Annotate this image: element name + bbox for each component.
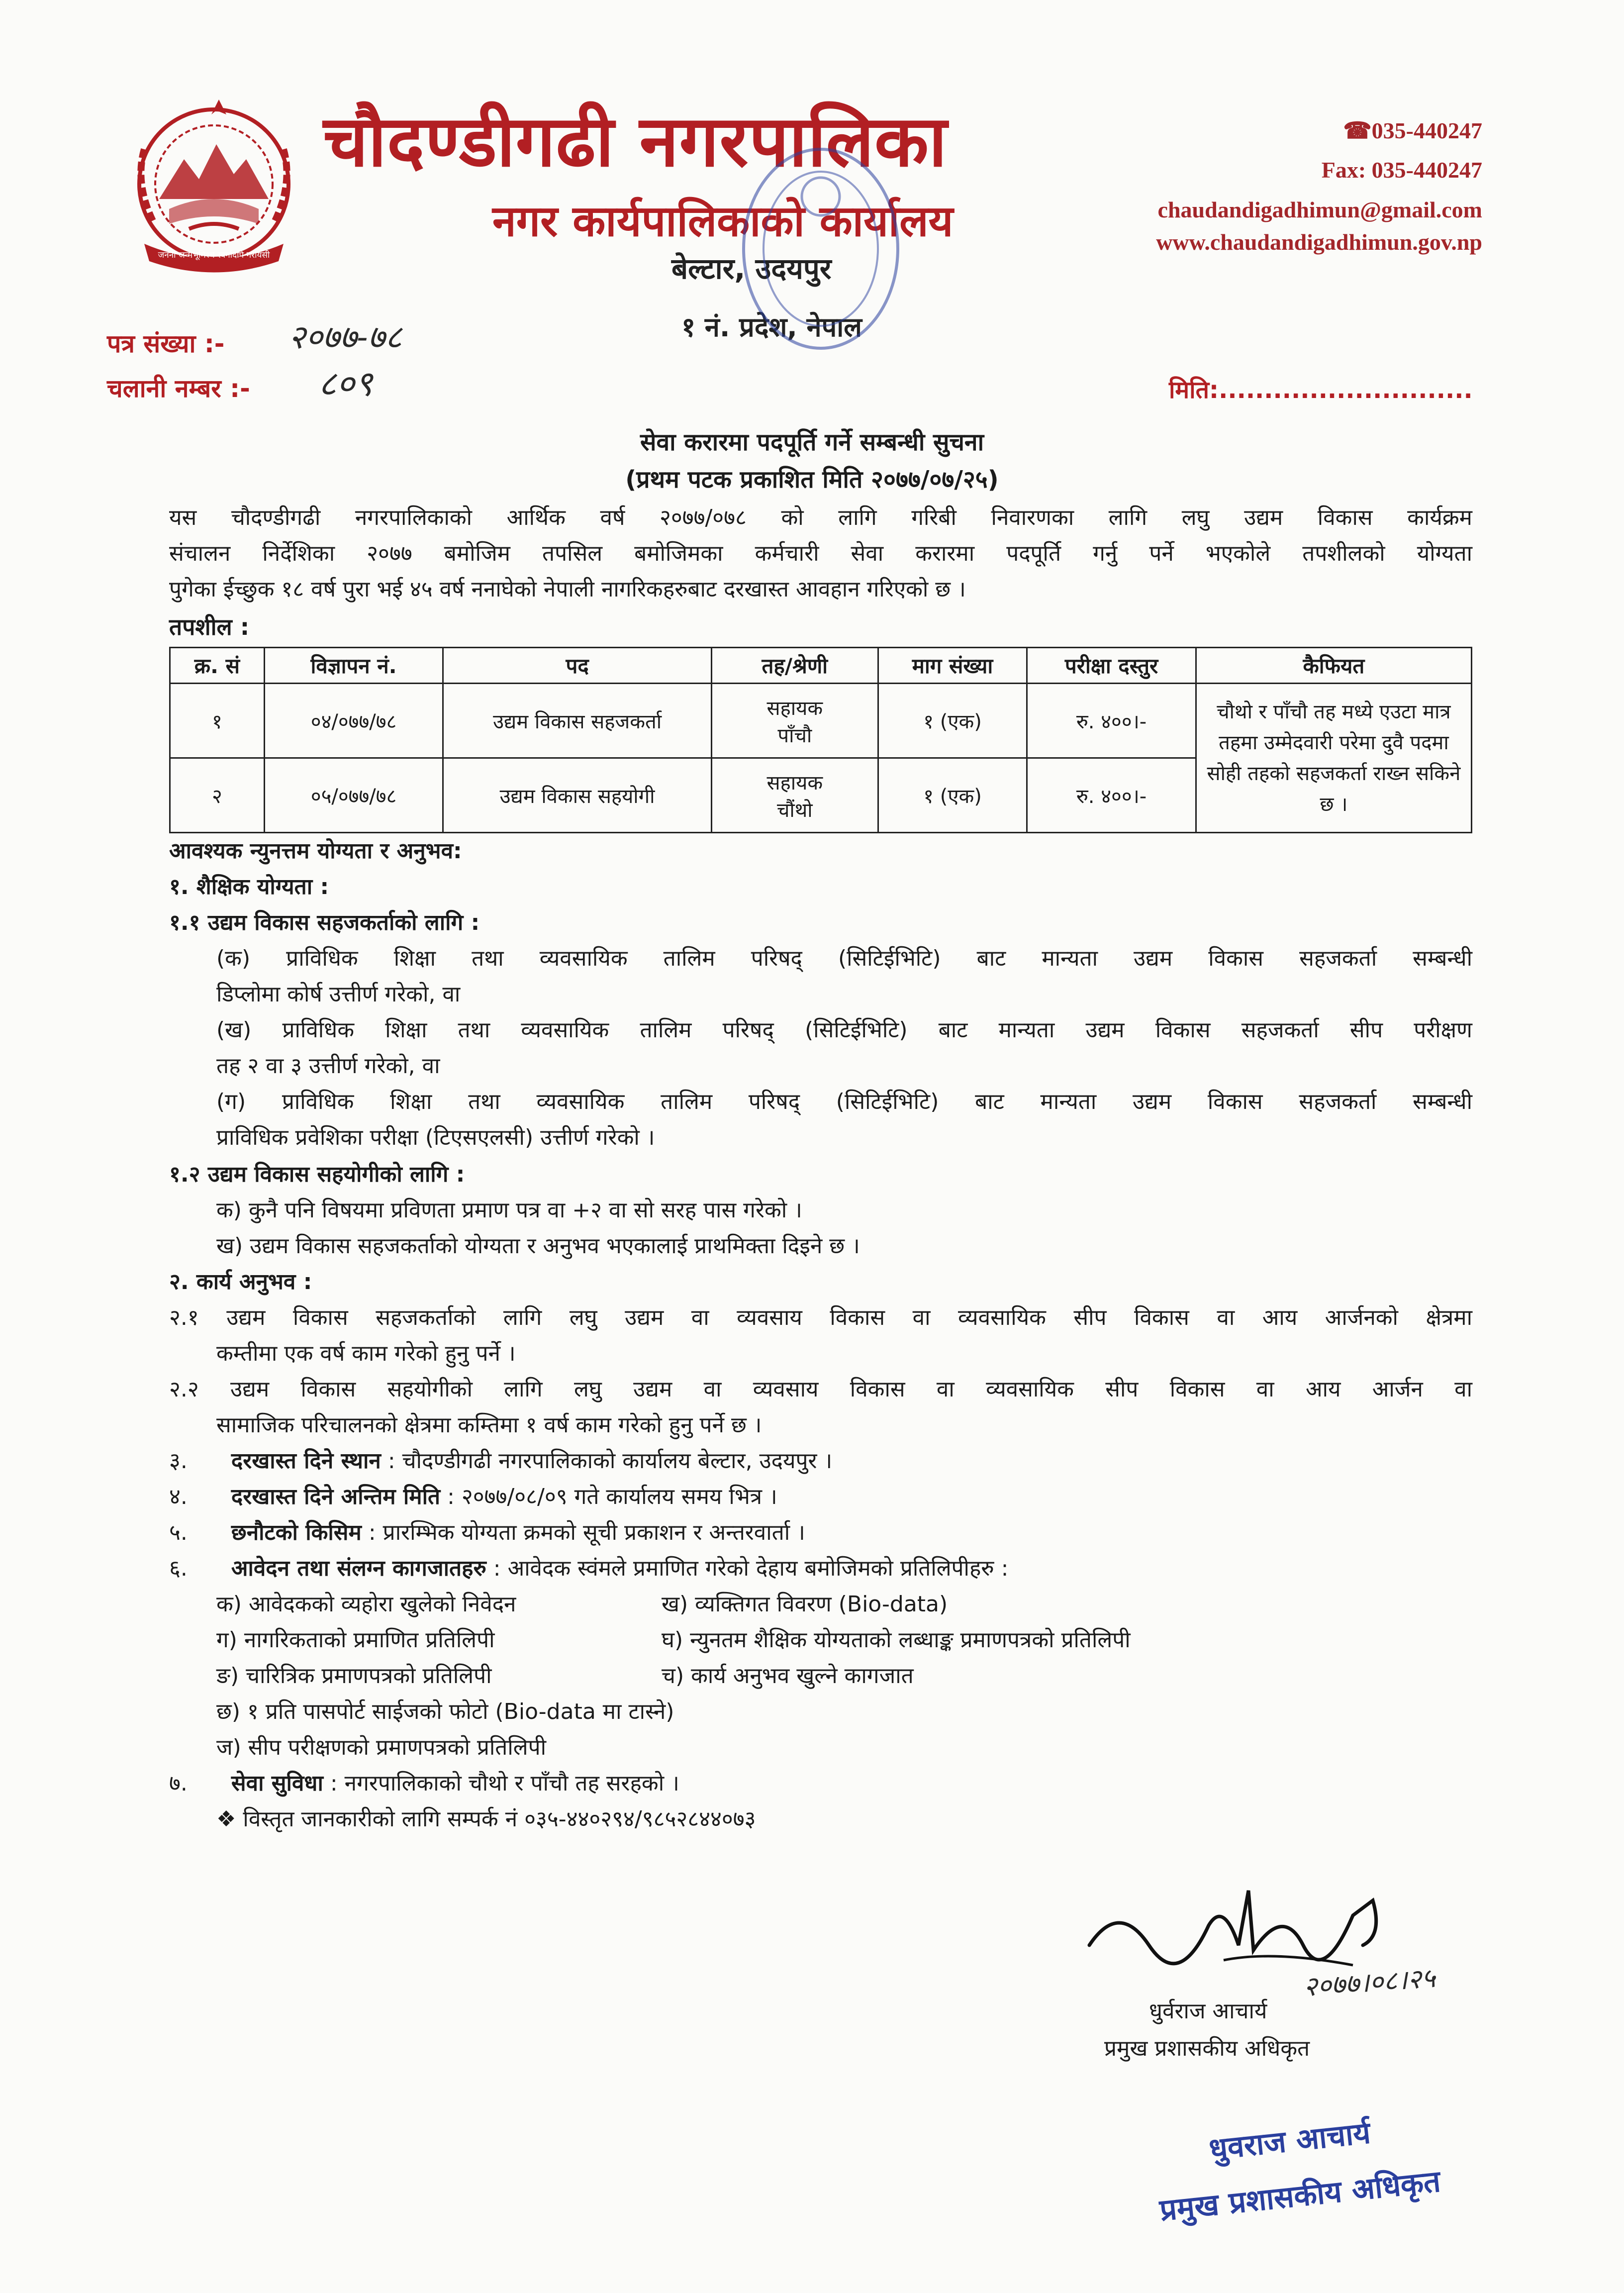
office-name: नगर कार्यपालिकाको कार्यालय: [492, 197, 954, 246]
list-item: ख) उद्यम विकास सहजकर्ताको योग्यता र अनुभव भएकालाई प्राथमिक्ता दिइने छ ।: [216, 1233, 860, 1259]
column-header: कैफियत: [1196, 648, 1471, 684]
section-1-2-heading: १.२ उद्यम विकास सहयोगीको लागि :: [169, 1162, 465, 1187]
posts-table: [169, 647, 1472, 833]
column-header: माग संख्या: [878, 648, 1027, 684]
phone-icon: ☎: [1343, 118, 1372, 143]
intro-line: यस चौदण्डीगढी नगरपालिकाको आर्थिक वर्ष २०७७/०७८ को लागि गरिबी निवारणका लागि लघु उद्यम विकास कार्यक्रम: [169, 505, 1472, 530]
name-stamp: धुवराज आचार्य: [1207, 2115, 1372, 2167]
notice-title: सेवा करारमा पदपूर्ति गर्ने सम्बन्धी सुचना: [640, 428, 984, 456]
org-name: चौदण्डीगढी नगरपालिका: [323, 100, 948, 183]
cell-remark: चौथो र पाँचौ तह मध्ये एउटा मात्र तहमा उम्मेदवारी परेमा दुवै पदमा सोही तहको सहजकर्ता राख्न सकिने छ ।: [1196, 684, 1471, 833]
cell-demand: १ (एक): [878, 684, 1027, 758]
list-item: प्राविधिक प्रवेशिका परीक्षा (टिएसएलसी) उत्तीर्ण गरेको ।: [216, 1125, 655, 1150]
item-number: ३.: [169, 1448, 188, 1474]
phone-line: [1283, 117, 1482, 144]
item-label: छनौटको किसिम: [231, 1520, 362, 1545]
item-label: आवेदन तथा संलग्न कागजातहरु: [231, 1556, 486, 1581]
doc-item: ख) व्यक्तिगत विवरण (Bio-data): [662, 1592, 948, 1617]
cell-level: सहायक पाँचौ: [711, 684, 878, 758]
title-stamp: प्रमुख प्रशासकीय अधिकृत: [1158, 2164, 1442, 2228]
list-item: २.१ उद्यम विकास सहजकर्ताको लागि लघु उद्यम वा व्यवसाय विकास वा व्यवसायिक सीप विकास वा आय आर्जनको क्षेत्रमा: [169, 1305, 1472, 1330]
phone-number: 035-440247: [1371, 118, 1482, 143]
cell-adv: ०५/०७७/७८: [264, 758, 443, 833]
cell-level: सहायक चौंथो: [711, 758, 878, 833]
column-header: पद: [443, 648, 711, 684]
email[interactable]: chaudandigadhimun@gmail.com: [1157, 197, 1482, 222]
intro-line: संचालन निर्देशिका २०७७ बमोजिम तपसिल बमोजिमका कर्मचारी सेवा करारमा पदपूर्ति गर्नु पर्ने भएकोले तपशीलको योग्यता: [169, 541, 1472, 566]
intro-line: पुगेका ईच्छुक १८ वर्ष पुरा भई ४५ वर्ष ननाघेको नेपाली नागरिकहरुबाट दरखास्त आवहान गरिएको छ ।: [169, 577, 966, 602]
intro-paragraph: [169, 500, 1472, 607]
svg-text:जननी जन्मभूमिश्च स्वर्गादपि गर: जननी जन्मभूमिश्च स्वर्गादपि गरीयसी: [158, 250, 270, 260]
list-item: २.२ उद्यम विकास सहयोगीको लागि लघु उद्यम वा व्यवसाय विकास वा व्यवसायिक सीप विकास वा आय आर्जन वा: [169, 1377, 1472, 1402]
item-number: ६.: [169, 1556, 188, 1581]
column-header: क्र. सं: [170, 648, 265, 684]
list-item: (ग) प्राविधिक शिक्षा तथा व्यवसायिक तालिम परिषद् (सिटिईभिटि) बाट मान्यता उद्यम विकास सहजकर्ता सम्बन्धी: [216, 1089, 1472, 1114]
signatory-name: धुर्वराज आचार्य: [1149, 1998, 1267, 2024]
item-text: : नगरपालिकाको चौथो र पाँचौ तह सरहको ।: [330, 1771, 679, 1796]
cell-sn: १: [170, 684, 265, 758]
item-facilities: [169, 1766, 679, 1801]
cell-sn: २: [170, 758, 265, 833]
column-header: तह/श्रेणी: [711, 648, 878, 684]
table-header-row: [170, 648, 1472, 684]
requirements-section: [169, 833, 1472, 1868]
cell-fee: रु. ४००।-: [1027, 684, 1196, 758]
doc-item: क) आवेदकको व्यहोरा खुलेको निवेदन: [216, 1592, 516, 1617]
cell-post: उद्यम विकास सहजकर्ता: [443, 684, 711, 758]
list-item: सामाजिक परिचालनको क्षेत्रमा कम्तिमा १ वर्ष काम गरेको हुनु पर्ने छ ।: [216, 1412, 762, 1438]
signature-date: २०७७।०८।२५: [1302, 1962, 1436, 2003]
section-1-1-heading: १.१ उद्यम विकास सहजकर्ताको लागि :: [169, 910, 480, 935]
item-number: ४.: [169, 1484, 188, 1509]
date-field: मिति:............................: [1169, 376, 1473, 404]
cell-adv: ०४/०७७/७८: [264, 684, 443, 758]
doc-item: घ) न्युनतम शैक्षिक योग्यताको लब्धाङ्क प्रमाणपत्रको प्रतिलिपी: [662, 1627, 1131, 1653]
signature-icon: [1074, 1871, 1462, 2020]
office-place: बेल्टार, उदयपुर: [671, 252, 832, 286]
province: १ नं. प्रदेश, नेपाल: [681, 311, 862, 343]
cell-demand: १ (एक): [878, 758, 1027, 833]
list-item: कम्तीमा एक वर्ष काम गरेको हुनु पर्ने ।: [216, 1341, 516, 1366]
notice-subtitle: (प्रथम पटक प्रकाशित मिति २०७७/०७/२५): [625, 466, 999, 494]
item-selection: [169, 1515, 805, 1551]
section-1-heading: १. शैक्षिक योग्यता :: [169, 874, 329, 899]
item-text: : प्रारम्भिक योग्यता क्रमको सूची प्रकाशन र अन्तरवार्ता ।: [368, 1520, 805, 1545]
column-header: परीक्षा दस्तुर: [1027, 648, 1196, 684]
list-item: तह २ वा ३ उत्तीर्ण गरेको, वा: [216, 1053, 440, 1079]
doc-item: च) कार्य अनुभव खुल्ने कागजात: [662, 1663, 914, 1689]
patra-value: २०७७-७८: [288, 318, 402, 356]
patra-label: पत्र संख्या :-: [107, 329, 225, 358]
item-label: दरखास्त दिने स्थान: [231, 1448, 381, 1474]
office-stamp-icon: [736, 142, 905, 356]
list-item: क) कुनै पनि विषयमा प्रविणता प्रमाण पत्र वा +२ वा सो सरह पास गरेको ।: [216, 1197, 802, 1223]
item-text: : आवेदक स्वंमले प्रमाणित गरेको देहाय बमोजिमको प्रतिलिपीहरु :: [493, 1556, 1009, 1581]
item-number: ७.: [169, 1771, 188, 1796]
item-label: दरखास्त दिने अन्तिम मिति: [231, 1484, 441, 1509]
signatory-title: प्रमुख प्रशासकीय अधिकृत: [1104, 2036, 1310, 2061]
table-label: तपशील :: [169, 613, 250, 640]
requirements-heading: आवश्यक न्युनत्तम योग्यता र अनुभव:: [169, 838, 462, 864]
chalani-label: चलानी नम्बर :-: [107, 374, 250, 403]
table-row: [170, 684, 1472, 758]
item-text: : २०७७/०८/०९ गते कार्यालय समय भित्र ।: [447, 1484, 777, 1509]
item-application-place: [169, 1443, 832, 1479]
cell-fee: रु. ४००।-: [1027, 758, 1196, 833]
list-item: (ख) प्राविधिक शिक्षा तथा व्यवसायिक तालिम परिषद् (सिटिईभिटि) बाट मान्यता उद्यम विकास सहजकर्ता सीप परीक्षण: [216, 1017, 1472, 1043]
contact-note: ❖ विस्तृत जानकारीको लागि सम्पर्क नं ०३५-४४०२९४/९८५२८४४०७३: [216, 1806, 756, 1832]
list-item: (क) प्राविधिक शिक्षा तथा व्यवसायिक तालिम परिषद् (सिटिईभिटि) बाट मान्यता उद्यम विकास सहजकर्ता सम्बन्धी: [216, 946, 1472, 971]
list-item: डिप्लोमा कोर्ष उत्तीर्ण गरेको, वा: [216, 982, 461, 1007]
section-2-heading: २. कार्य अनुभव :: [169, 1269, 312, 1295]
fax-number: Fax: 035-440247: [1321, 157, 1482, 183]
item-number: ५.: [169, 1520, 188, 1545]
doc-item: ङ) चारित्रिक प्रमाणपत्रको प्रतिलिपी: [216, 1663, 492, 1689]
item-deadline: [169, 1479, 777, 1515]
chalani-value: ८०९: [318, 363, 373, 404]
doc-item: छ) १ प्रति पासपोर्ट साईजको फोटो (Bio-data मा टास्ने): [216, 1699, 674, 1724]
cell-post: उद्यम विकास सहयोगी: [443, 758, 711, 833]
column-header: विज्ञापन नं.: [264, 648, 443, 684]
website[interactable]: www.chaudandigadhimun.gov.np: [1156, 229, 1482, 255]
item-text: : चौदण्डीगढी नगरपालिकाको कार्यालय बेल्टार, उदयपुर ।: [387, 1448, 833, 1474]
doc-item: ज) सीप परीक्षणको प्रमाणपत्रको प्रतिलिपी: [216, 1735, 546, 1760]
doc-item: ग) नागरिकताको प्रमाणित प्रतिलिपी: [216, 1627, 495, 1653]
item-documents: [169, 1551, 1008, 1587]
nepal-emblem-icon: [114, 95, 313, 284]
item-label: सेवा सुविधा: [231, 1771, 323, 1796]
